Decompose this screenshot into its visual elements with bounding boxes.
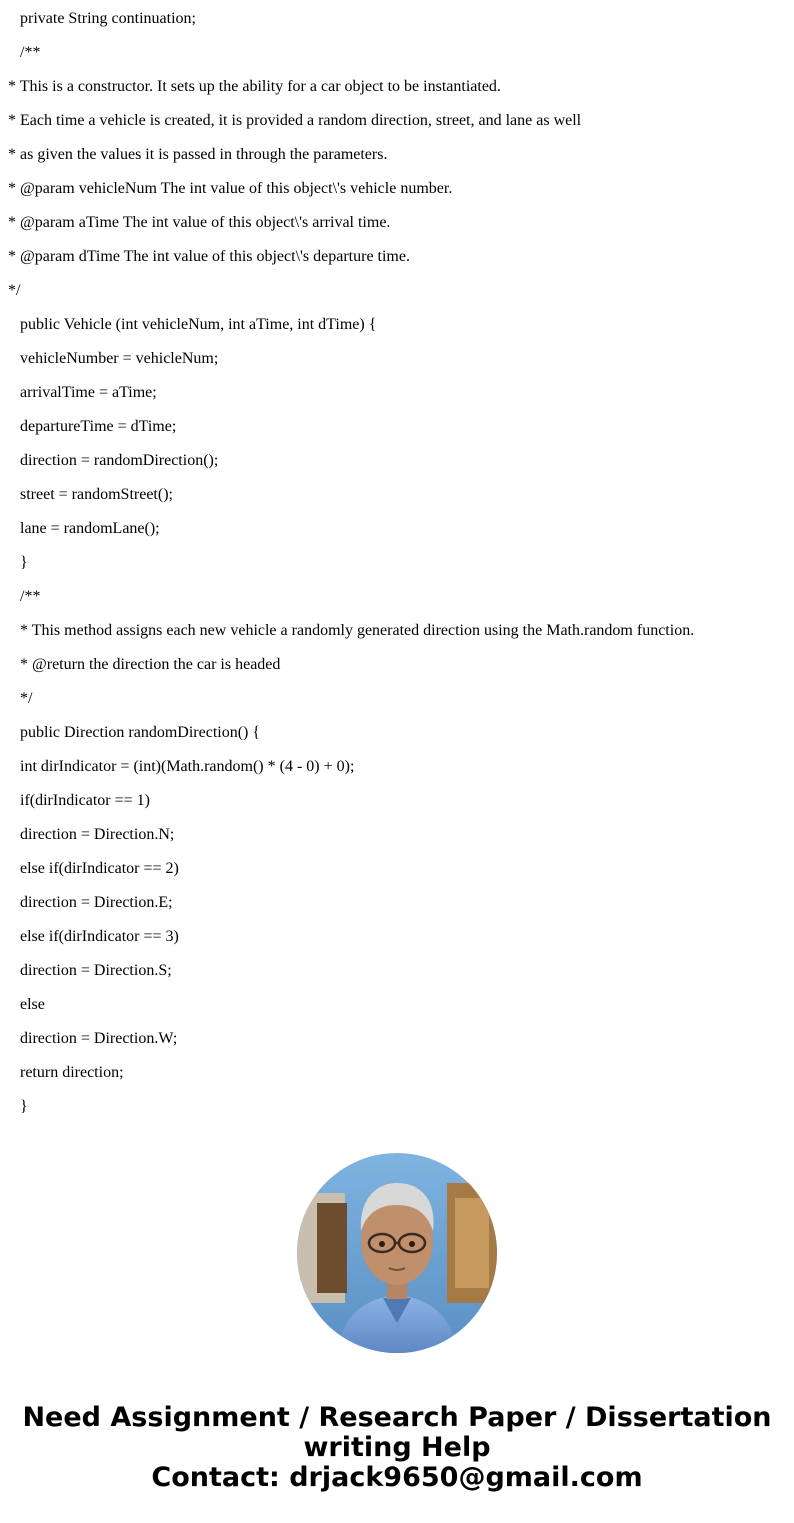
code-line: * @param aTime The int value of this object\'s arrival time. (8, 214, 391, 231)
code-line: * This method assigns each new vehicle a randomly generated direction using the Math.random function. (20, 622, 695, 639)
code-line: else (20, 996, 45, 1013)
code-line: else if(dirIndicator == 2) (20, 860, 179, 877)
code-line: /** (20, 44, 41, 61)
banner-headline: Need Assignment / Research Paper / Dissertation (22, 1402, 772, 1433)
code-line: if(dirIndicator == 1) (20, 792, 150, 809)
code-line: return direction; (20, 1064, 124, 1081)
code-line: departureTime = dTime; (20, 418, 177, 435)
code-line: direction = Direction.W; (20, 1030, 178, 1047)
code-line: } (20, 1098, 28, 1115)
code-line: public Vehicle (int vehicleNum, int aTime, int dTime) { (20, 316, 377, 333)
code-line: lane = randomLane(); (20, 520, 160, 537)
code-line: * @return the direction the car is headed (20, 656, 281, 673)
code-line: direction = randomDirection(); (20, 452, 219, 469)
code-line: private String continuation; (20, 10, 196, 27)
code-line: * @param vehicleNum The int value of this object\'s vehicle number. (8, 180, 453, 197)
code-line: * @param dTime The int value of this object\'s departure time. (8, 248, 410, 265)
contact-banner (0, 1403, 794, 1493)
contact-email: Contact: drjack9650@gmail.com (151, 1462, 643, 1493)
code-line: } (20, 554, 28, 571)
author-avatar (297, 1153, 497, 1353)
code-line: * as given the values it is passed in through the parameters. (8, 146, 388, 163)
code-line: street = randomStreet(); (20, 486, 173, 503)
code-line: */ (8, 282, 21, 299)
code-line: */ (20, 690, 33, 707)
code-line: int dirIndicator = (int)(Math.random() * (4 - 0) + 0); (20, 758, 355, 775)
code-line: public Direction randomDirection() { (20, 724, 261, 741)
code-line: direction = Direction.N; (20, 826, 175, 843)
code-line: /** (20, 588, 41, 605)
code-line: else if(dirIndicator == 3) (20, 928, 179, 945)
code-line: arrivalTime = aTime; (20, 384, 157, 401)
code-line: vehicleNumber = vehicleNum; (20, 350, 219, 367)
author-portrait-image (297, 1153, 497, 1353)
code-line: direction = Direction.S; (20, 962, 172, 979)
code-line: * Each time a vehicle is created, it is provided a random direction, street, and lane as well (8, 112, 582, 129)
banner-subheadline: writing Help (303, 1432, 491, 1463)
code-line: direction = Direction.E; (20, 894, 173, 911)
code-line: * This is a constructor. It sets up the ability for a car object to be instantiated. (8, 78, 501, 95)
